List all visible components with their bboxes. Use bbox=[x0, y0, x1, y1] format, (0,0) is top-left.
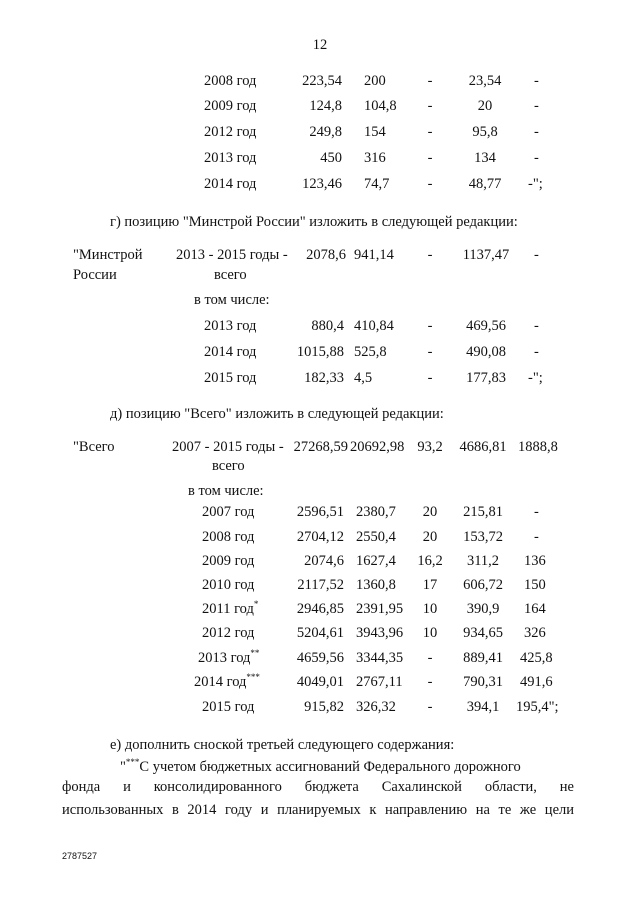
cell: - bbox=[534, 98, 539, 114]
footnote-mark: *** bbox=[125, 757, 140, 767]
cell: 95,8 bbox=[472, 124, 498, 140]
row-label: 2012 год bbox=[202, 625, 255, 641]
cell: 889,41 bbox=[463, 650, 503, 666]
row-label: 2015 год bbox=[204, 370, 257, 386]
cell: 490,08 bbox=[466, 344, 506, 360]
cell: 48,77 bbox=[468, 176, 502, 192]
section-e-heading: е) дополнить сноской третьей следующего содержания: bbox=[110, 737, 455, 753]
cell: 4659,56 bbox=[296, 650, 344, 666]
cell: 20 bbox=[422, 504, 438, 520]
cell: 23,54 bbox=[468, 73, 502, 89]
cell: 10 bbox=[422, 625, 438, 641]
cell: 3344,35 bbox=[356, 650, 404, 666]
cell: 136 bbox=[524, 553, 546, 569]
cell: 2380,7 bbox=[356, 504, 396, 520]
including-label: в том числе: bbox=[194, 292, 270, 308]
cell: 880,4 bbox=[311, 318, 344, 334]
cell: 450 bbox=[320, 150, 342, 166]
cell: 2074,6 bbox=[304, 553, 344, 569]
footnote-line: использованных в 2014 году и планируемых к направлению на те же цели bbox=[62, 802, 574, 818]
cell: - bbox=[427, 150, 433, 166]
footnote-line: фонда и консолидированного бюджета Сахалинской области, не bbox=[62, 779, 574, 795]
row-label: 2015 год bbox=[202, 699, 255, 715]
row-label: 2011 год* bbox=[202, 599, 259, 617]
total-period: 2013 - 2015 годы - bbox=[176, 247, 288, 263]
cell: - bbox=[534, 247, 539, 263]
cell: 20 bbox=[422, 529, 438, 545]
cell: 104,8 bbox=[364, 98, 397, 114]
cell: 123,46 bbox=[302, 176, 342, 192]
cell: 915,82 bbox=[304, 699, 344, 715]
cell: 16,2 bbox=[417, 553, 443, 569]
cell: -"; bbox=[528, 370, 543, 386]
cell: 2704,12 bbox=[296, 529, 344, 545]
cell: - bbox=[427, 73, 433, 89]
cell: 27268,59 bbox=[293, 439, 348, 455]
cell: 20692,98 bbox=[350, 439, 405, 455]
row-label: 2007 год bbox=[202, 504, 255, 520]
cell: 215,81 bbox=[463, 504, 503, 520]
cell: 1888,8 bbox=[518, 439, 558, 455]
cell: 4,5 bbox=[354, 370, 373, 386]
cell: 316 bbox=[364, 150, 386, 166]
row-label: 2013 год bbox=[204, 150, 257, 166]
cell: 326 bbox=[524, 625, 546, 641]
row-label: 2009 год bbox=[202, 553, 255, 569]
cell: - bbox=[427, 176, 433, 192]
cell: 200 bbox=[364, 73, 386, 89]
cell: 1015,88 bbox=[296, 344, 344, 360]
cell: - bbox=[427, 318, 433, 334]
cell: 425,8 bbox=[520, 650, 553, 666]
section-g-heading: г) позицию "Минстрой России" изложить в следующей редакции: bbox=[110, 214, 518, 230]
cell: - bbox=[534, 73, 539, 89]
cell: 195,4"; bbox=[516, 699, 559, 715]
cell: 153,72 bbox=[463, 529, 503, 545]
cell: 249,8 bbox=[309, 124, 342, 140]
cell: - bbox=[427, 247, 433, 263]
row-label: 2014 год*** bbox=[194, 672, 260, 690]
cell: 124,8 bbox=[309, 98, 342, 114]
page-number: 12 bbox=[312, 37, 328, 53]
cell: 20 bbox=[477, 98, 493, 114]
row-label: 2012 год bbox=[204, 124, 257, 140]
row-label: 2014 год bbox=[204, 176, 257, 192]
row-label: 2013 год bbox=[204, 318, 257, 334]
cell: - bbox=[534, 344, 539, 360]
cell: 2596,51 bbox=[296, 504, 344, 520]
total-word: всего bbox=[212, 458, 245, 474]
entity-name: "Минстрой bbox=[73, 247, 143, 263]
cell: 2946,85 bbox=[296, 601, 344, 617]
cell: 941,14 bbox=[354, 247, 394, 263]
cell: 150 bbox=[524, 577, 546, 593]
cell: 2391,95 bbox=[356, 601, 404, 617]
cell: - bbox=[427, 650, 433, 666]
cell: - bbox=[534, 318, 539, 334]
cell: 469,56 bbox=[466, 318, 506, 334]
cell: 2550,4 bbox=[356, 529, 396, 545]
cell: - bbox=[427, 370, 433, 386]
cell: 177,83 bbox=[466, 370, 506, 386]
entity-name: "Всего bbox=[73, 439, 115, 455]
row-label: 2013 год** bbox=[198, 648, 260, 666]
cell: 790,31 bbox=[463, 674, 503, 690]
cell: 154 bbox=[364, 124, 386, 140]
cell: 1360,8 bbox=[356, 577, 396, 593]
cell: - bbox=[534, 504, 539, 520]
cell: - bbox=[534, 150, 539, 166]
cell: 134 bbox=[474, 150, 496, 166]
cell: 164 bbox=[524, 601, 546, 617]
row-label: 2010 год bbox=[202, 577, 255, 593]
total-period: 2007 - 2015 годы - bbox=[172, 439, 284, 455]
cell: - bbox=[427, 124, 433, 140]
cell: - bbox=[534, 124, 539, 140]
cell: 4049,01 bbox=[296, 674, 344, 690]
cell: 410,84 bbox=[354, 318, 394, 334]
cell: - bbox=[427, 674, 433, 690]
including-label: в том числе: bbox=[188, 483, 264, 499]
cell: - bbox=[534, 529, 539, 545]
cell: 394,1 bbox=[466, 699, 500, 715]
cell: 390,9 bbox=[466, 601, 500, 617]
row-label: 2008 год bbox=[202, 529, 255, 545]
cell: 934,65 bbox=[463, 625, 503, 641]
cell: 2767,11 bbox=[356, 674, 403, 690]
cell: 1627,4 bbox=[356, 553, 396, 569]
cell: - bbox=[427, 344, 433, 360]
cell: 525,8 bbox=[354, 344, 387, 360]
cell: 326,32 bbox=[356, 699, 396, 715]
cell: 311,2 bbox=[466, 553, 500, 569]
cell: 93,2 bbox=[417, 439, 443, 455]
row-label: 2014 год bbox=[204, 344, 257, 360]
cell: 74,7 bbox=[364, 176, 390, 192]
cell: 3943,96 bbox=[356, 625, 404, 641]
cell: 10 bbox=[422, 601, 438, 617]
cell: 17 bbox=[422, 577, 438, 593]
cell: 182,33 bbox=[304, 370, 344, 386]
cell: - bbox=[427, 699, 433, 715]
cell: 491,6 bbox=[520, 674, 553, 690]
row-label: 2008 год bbox=[204, 73, 257, 89]
row-label: 2009 год bbox=[204, 98, 257, 114]
entity-name: России bbox=[73, 267, 117, 283]
cell: 4686,81 bbox=[459, 439, 507, 455]
cell: 5204,61 bbox=[296, 625, 344, 641]
cell: -"; bbox=[528, 176, 543, 192]
cell: 606,72 bbox=[463, 577, 503, 593]
cell: 2117,52 bbox=[297, 577, 344, 593]
cell: - bbox=[427, 98, 433, 114]
document-code: 2787527 bbox=[62, 851, 98, 861]
section-d-heading: д) позицию "Всего" изложить в следующей редакции: bbox=[110, 406, 444, 422]
cell: 223,54 bbox=[302, 73, 342, 89]
footnote-line: "***С учетом бюджетных ассигнований Федерального дорожного bbox=[120, 757, 521, 775]
cell: 2078,6 bbox=[306, 247, 346, 263]
total-word: всего bbox=[214, 267, 247, 283]
cell: 1137,47 bbox=[462, 247, 510, 263]
